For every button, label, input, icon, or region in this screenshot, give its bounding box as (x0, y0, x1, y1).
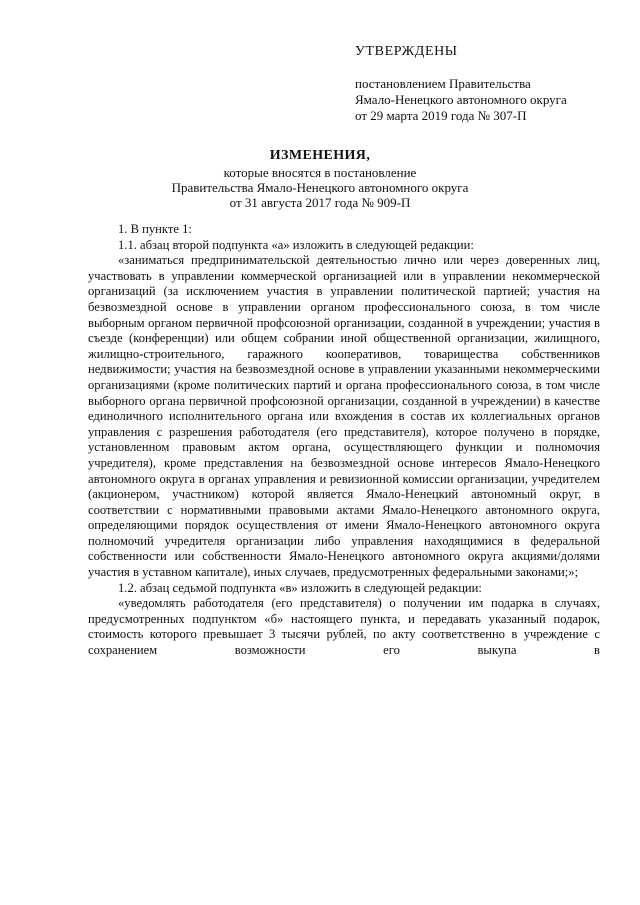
title-line: которые вносятся в постановление (223, 165, 417, 180)
paragraph-quoted-text-2: «уведомлять работодателя (его представителя) о получении им подарка в случаях, предусмотренных подпунктом «б» настоящего пункта, и передавать указанный подарок, стоимость которого превышает 3 тысячи рублей, по акту соответственно в учреждение с сохранением возможности его выкупа в (88, 596, 600, 658)
paragraph-point-1: 1. В пункте 1: (118, 222, 192, 236)
paragraph-subpoint-1-2: 1.2. абзац седьмой подпункта «в» изложить в следующей редакции: (118, 580, 482, 595)
document-title: ИЗМЕНЕНИЯ, (269, 148, 371, 163)
approval-line: постановлением Правительства (355, 76, 531, 91)
approval-line: от 29 марта 2019 года № 307-П (355, 108, 527, 123)
paragraph-subpoint-1-1: 1.1. абзац второй подпункта «а» изложить в следующей редакции: (118, 237, 474, 252)
paragraph-quoted-text-1: «заниматься предпринимательской деятельностью лично или через доверенных лиц, участвовать в управлении коммерческой организацией или в управлении некоммерческой организаций (за исключением участия в управлении политической партией; участия на безвозмездной основе в управлении органом профессионального союза, в том числе выборным органом первичной профсоюзной организации, созданной в учреждении; участия в съезде (конференции) или общем собрании иной общественной организации, жилищного, жилищно-строительного, гаражного кооперативов, товарищества собственников недвижимости; участия на безвозмездной основе в управлении указанными некоммерческими организациями (кроме политических партий и органа профессионального союза, в том числе выборного органа первичной профсоюзной организации, созданной в учреждении) в качестве единоличного исполнительного органа или вхождения в состав их коллегиальных органов управления с разрешения работодателя (его представителя), которое получено в порядке, установленном правовым актом органа, осуществляющего функции и полномочия учредителя), кроме представления на безвозмездной основе интересов Ямало-Ненецкого автономного округа в органах управления и ревизионной комиссии организации, учредителем (акционером, участником) которой является Ямало-Ненецкий автономный округ, в соответствии с нормативными правовыми актами Ямало-Ненецкого автономного округа, определяющими порядок осуществления от имени Ямало-Ненецкого автономного округа полномочий учредителя организации либо управления находящимися в федеральной собственности или собственности Ямало-Ненецкого автономного округа акциями/долями участия в уставном капитале), иных случаев, предусмотренных федеральными законами;»; (88, 253, 600, 580)
title-line: от 31 августа 2017 года № 909-П (229, 195, 411, 210)
document-title-block (100, 147, 540, 210)
document-body (88, 222, 600, 659)
approval-line: Ямало-Ненецкого автономного округа (355, 92, 567, 107)
title-line: Правительства Ямало-Ненецкого автономного округа (171, 180, 469, 195)
approval-heading: УТВЕРЖДЕНЫ (355, 44, 458, 59)
approval-block (355, 44, 625, 124)
